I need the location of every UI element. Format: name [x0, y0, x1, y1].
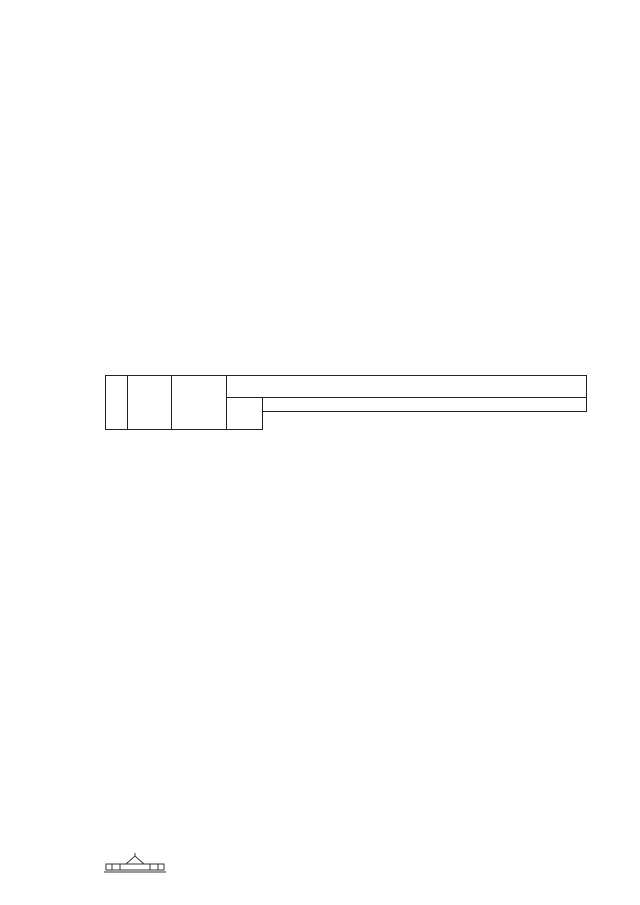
head-total [227, 398, 263, 430]
financing-table [105, 375, 587, 444]
head-source [172, 376, 227, 430]
head-managers [128, 376, 172, 430]
head-num [106, 376, 128, 430]
head-by-years [263, 398, 587, 412]
head-volumes [227, 376, 587, 398]
building-emblem-icon [104, 852, 166, 879]
